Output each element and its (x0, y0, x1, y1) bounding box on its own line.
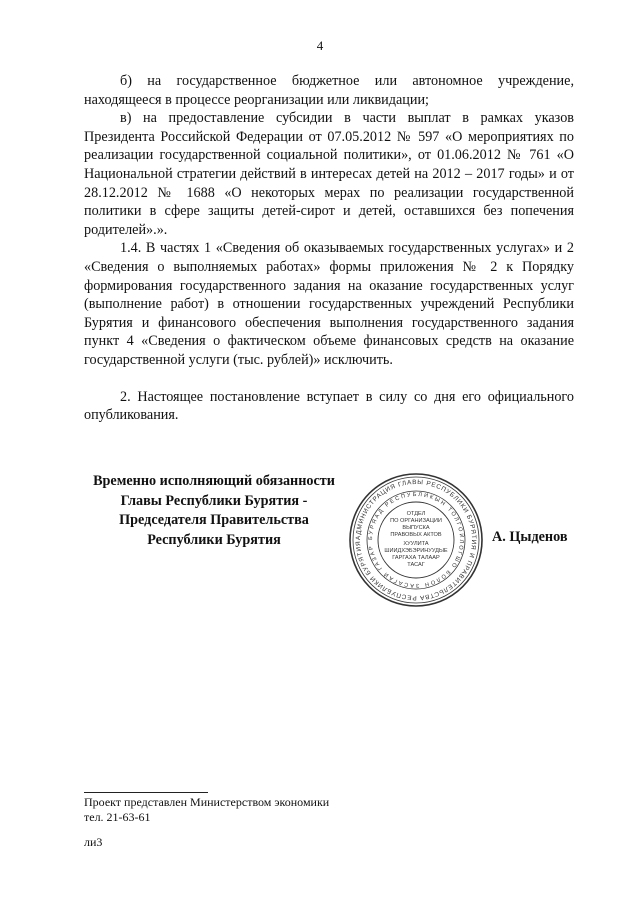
svg-text:ОТДЕЛ: ОТДЕЛ (406, 511, 426, 517)
svg-text:ВЫПУСКА: ВЫПУСКА (402, 525, 430, 531)
seal-inner-ring-text: БУРЯАД РЕСПУБЛИКЫН ТОЛГОЙЛОГШО БОЛОН ЗАСАГАЙ ГАЗАР (367, 491, 465, 589)
svg-text:ГАРГАХА ТАЛААР: ГАРГАХА ТАЛААР (392, 555, 440, 561)
page-number: 4 (316, 38, 324, 53)
svg-text:ПО ОРГАНИЗАЦИИ: ПО ОРГАНИЗАЦИИ (390, 518, 442, 524)
signature-block (0, 470, 640, 610)
seal-center-text (384, 511, 448, 568)
official-seal-stamp (342, 470, 490, 610)
paragraph-v: в) на предоставление субсидии в части выплат в рамках указов Президента Российской Федерации от 07.05.2012 № 597 «О мероприятиях по реализации государственной социальной политики», от 01.06.2012 № 761 «О Национальной стратегии действий в интересах детей на 2012 – 2017 годы» и от 28.12.2012 № 1688 «О некоторых мерах по реализации государственной политики в сфере защиты детей-сирот и детей, оставшихся без попечения родителей».». (84, 110, 574, 238)
footnote-initials: ли3 (84, 835, 103, 849)
seal-outer-ring-text: АДМИНИСТРАЦИЯ ГЛАВЫ РЕСПУБЛИКИ БУРЯТИЯ И ПРАВИТЕЛЬСТВА РЕСПУБЛИКИ БУРЯТИЯ (354, 478, 478, 602)
footnote-phone: тел. 21-63-61 (84, 810, 151, 824)
paragraph-2: 2. Настоящее постановление вступает в силу со дня его официального опубликования. (84, 388, 574, 424)
signer-title-line: Республики Бурятия (147, 531, 281, 548)
signer-title (76, 472, 352, 550)
svg-text:ПРАВОВЫХ АКТОВ: ПРАВОВЫХ АКТОВ (390, 532, 442, 538)
signer-name: А. Цыденов (492, 529, 568, 545)
footnote-ministry: Проект представлен Министерством экономики (84, 795, 330, 809)
footnote-divider (84, 792, 208, 793)
footnote (84, 795, 329, 850)
paragraph-1-4: 1.4. В частях 1 «Сведения об оказываемых государственных услугах» и 2 «Сведения о выполняемых работах» формы приложения № 2 к Порядку формирования государственного задания на оказание государственных услуг (выполнение работ) в отношении государственных учреждений Республики Бурятия и финансового обеспечения выполнения государственного задания пункт 4 «Сведения о фактическом объеме финансовых средств на оказание государственной услуги (тыс. рублей)» исключить. (84, 240, 574, 368)
svg-text:ХУУЛИТА: ХУУЛИТА (403, 541, 429, 547)
svg-text:ШИИДХЭБЭРИНУУДЫЕ: ШИИДХЭБЭРИНУУДЫЕ (384, 548, 448, 554)
signer-title-line: Главы Республики Бурятия - (120, 492, 308, 509)
paragraph-b: б) на государственное бюджетное или автономное учреждение, находящееся в процессе реорганизации или ликвидации; (84, 73, 574, 108)
document-body (84, 72, 574, 425)
signer-title-line: Временно исполняющий обязанности (93, 473, 335, 489)
svg-text:ТАСАГ: ТАСАГ (407, 562, 425, 568)
signer-title-line: Председателя Правительства (119, 512, 309, 528)
